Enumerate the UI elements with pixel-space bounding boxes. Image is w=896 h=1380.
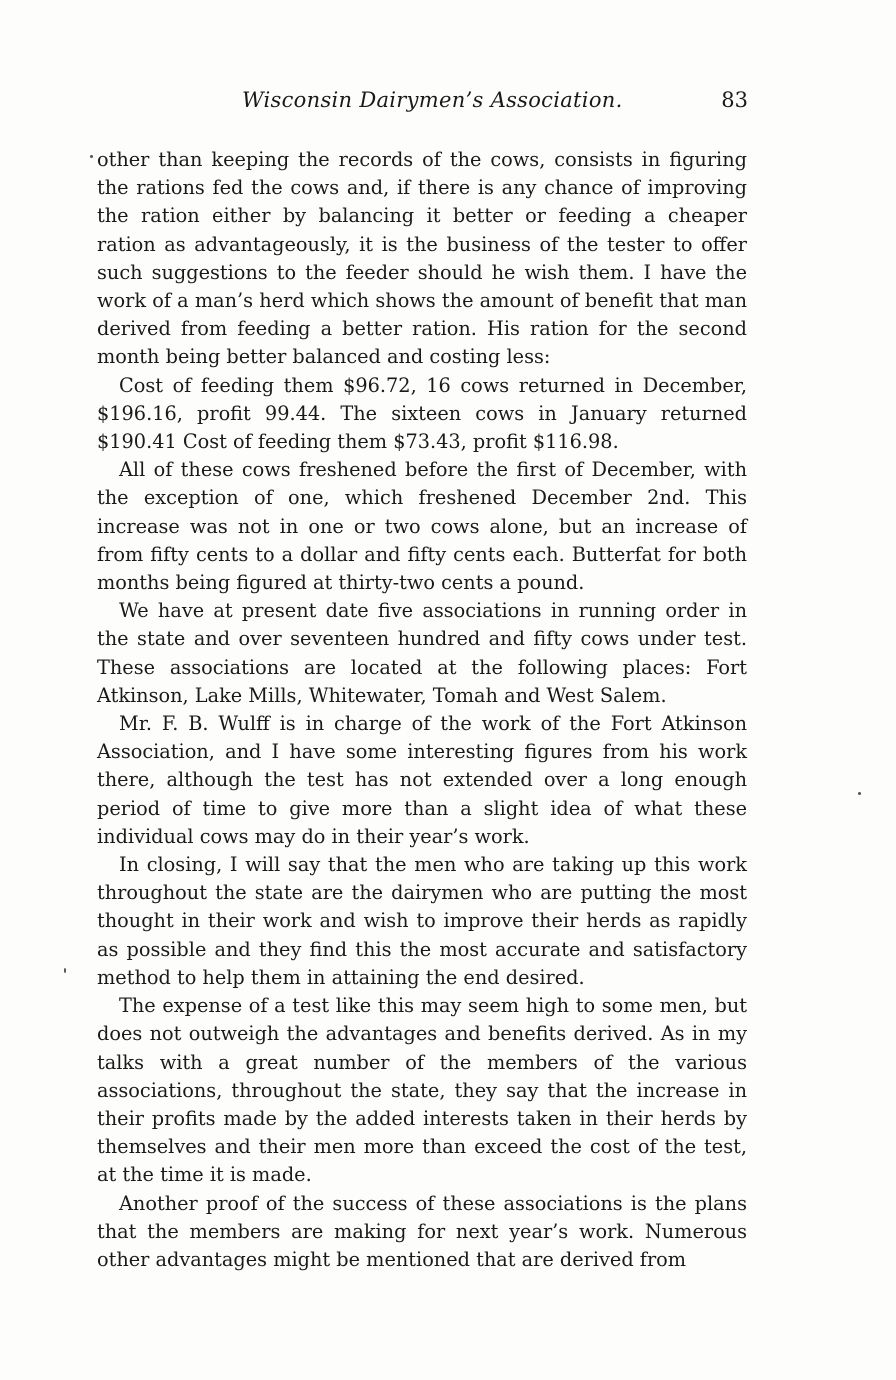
running-title: Wisconsin Dairymen’s Association. <box>242 88 623 112</box>
paragraph: The expense of a test like this may seem high to some men, but does not outweigh the advantages and benefits derived. As in my talks with a great number of the members of the various associations, throughout the state, they say that the increase in their profits made by the added interests taken in their herds by themselves and their men more than exceed the cost of the test, at the time it is made. <box>97 994 747 1187</box>
paragraph: In closing, I will say that the men who are taking up this work throughout the state are the dairymen who are putting the most thought in their work and wish to improve their herds as rapidly as possible and they find this the most accurate and satisfactory method to help them in attaining the end desired. <box>97 853 747 989</box>
running-head <box>96 88 748 118</box>
paragraph: Cost of feeding them $96.72, 16 cows returned in December, $196.16, profit 99.44. The sixteen cows in January returned $190.41 Cost of feeding them $73.43, profit $116.98. <box>97 373 747 454</box>
page-number: 83 <box>721 88 748 112</box>
paragraph: other than keeping the records of the cows, consists in figuring the rations fed the cows and, if there is any chance of improving the ration either by balancing it better or feeding a cheaper ration as advantageously, it is the business of the tester to offer such suggestions to the feeder should he wish them. I have the work of a man’s herd which shows the amount of benefit that man derived from feeding a better ration. His ration for the second month being better balanced and costing less: <box>97 148 747 369</box>
paragraph: Mr. F. B. Wulff is in charge of the work of the Fort Atkinson Association, and I have some interesting figures from his work there, although the test has not extended over a long enough period of time to give more than a slight idea of what these individual cows may do in their year’s work. <box>97 712 747 848</box>
paragraph: All of these cows freshened before the first of December, with the exception of one, which freshened December 2nd. This increase was not in one or two cows alone, but an increase of from fifty cents to a dollar and fifty cents each. Butterfat for both months being figured at thirty-two cents a pound. <box>97 458 747 595</box>
paragraph: We have at present date five associations in running order in the state and over seventeen hundred and fifty cows under test. These associations are located at the following places: Fort Atkinson, Lake Mills, Whitewater, Tomah and West Salem. <box>97 599 747 707</box>
ink-speck <box>90 155 93 158</box>
ink-speck <box>858 792 861 795</box>
paragraph: Another proof of the success of these associations is the plans that the members are making for next year’s work. Numerous other advantages might be mentioned that are derived from <box>97 1191 747 1271</box>
body-text <box>97 146 747 1274</box>
ink-speck <box>64 968 66 973</box>
